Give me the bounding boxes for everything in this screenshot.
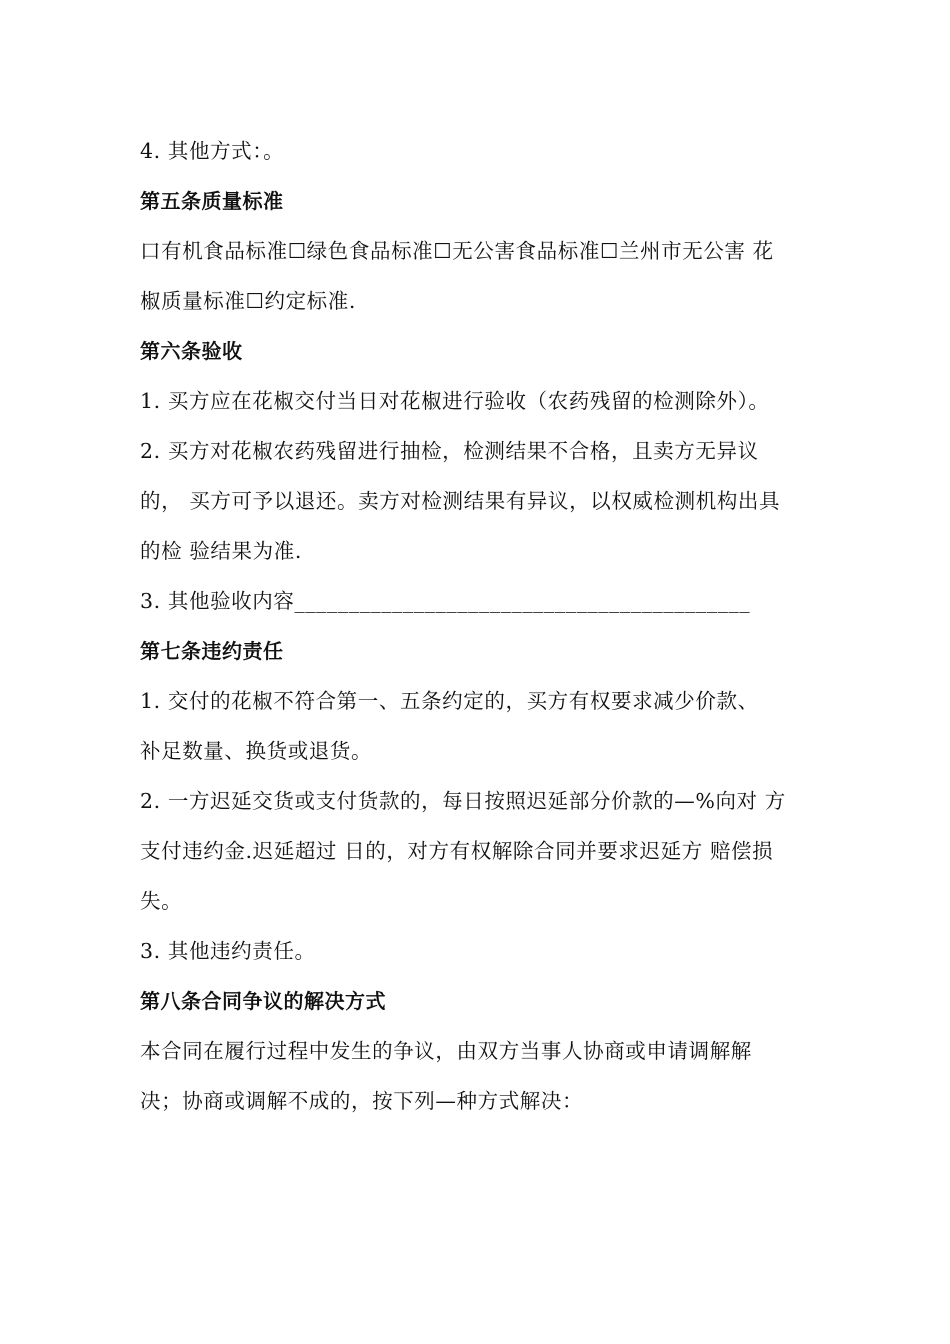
dispute-resolution-line-2: 决；协商或调解不成的，按下列—种方式解决： — [140, 1089, 584, 1113]
quality-standard-options-line-1: 口有机食品标准☐绿色食品标准☐无公害食品标准☐兰州市无公害 花 — [140, 239, 774, 263]
quality-standard-options-line-2: 椒质量标准☐约定标准. — [140, 289, 356, 313]
liability-item-2-line-1: 2. 一方迟延交货或支付货款的，每日按照迟延部分价款的—%向对 方 — [140, 789, 786, 813]
acceptance-item-2-line-2: 的， 买方可予以退还。卖方对检测结果有异议，以权威检测机构出具 — [140, 489, 781, 513]
acceptance-item-1: 1. 买方应在花椒交付当日对花椒进行验收（农药残留的检测除外）。 — [140, 389, 770, 413]
liability-item-2-line-3: 失。 — [140, 889, 183, 913]
heading-article-6: 第六条验收 — [140, 339, 243, 363]
liability-item-1-line-1: 1. 交付的花椒不符合第一、五条约定的，买方有权要求减少价款、 — [140, 689, 759, 713]
heading-article-8: 第八条合同争议的解决方式 — [140, 989, 386, 1013]
dispute-resolution-line-1: 本合同在履行过程中发生的争议，由双方当事人协商或申请调解解 — [140, 1039, 752, 1063]
item-4-other-methods: 4. 其他方式：。 — [140, 139, 285, 163]
heading-article-7: 第七条违约责任 — [140, 639, 284, 663]
acceptance-item-2-line-3: 的检 验结果为准. — [140, 539, 302, 563]
liability-item-3: 3. 其他违约责任。 — [140, 939, 316, 963]
acceptance-item-2-line-1: 2. 买方对花椒农药残留进行抽检，检测结果不合格，且卖方无异议 — [140, 439, 759, 463]
acceptance-item-3: 3. 其他验收内容__________________________________________ — [140, 589, 751, 613]
liability-item-1-line-2: 补足数量、换货或退货。 — [140, 739, 373, 763]
liability-item-2-line-2: 支付违约金.迟延超过 日的，对方有权解除合同并要求迟延方 赔偿损 — [140, 839, 774, 863]
heading-article-5: 第五条质量标准 — [140, 189, 284, 213]
